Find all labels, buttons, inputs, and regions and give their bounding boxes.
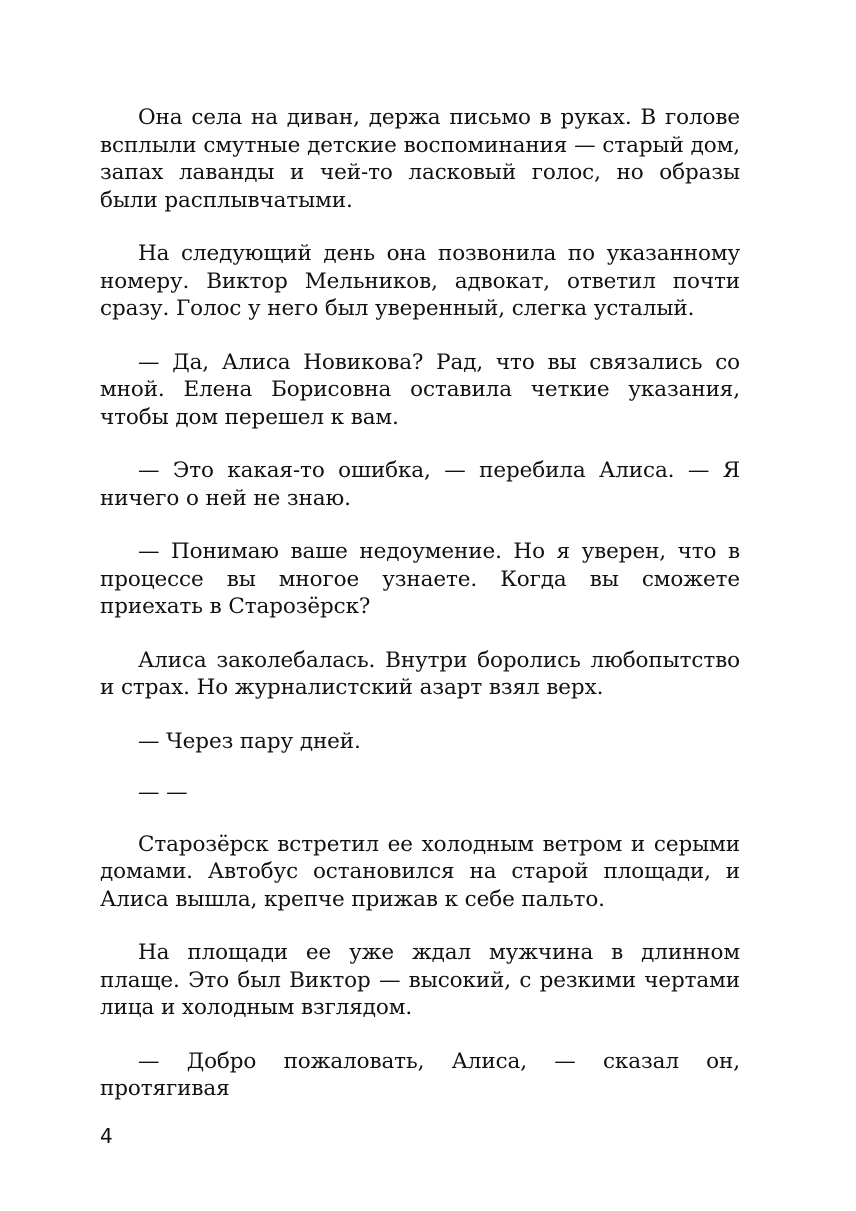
paragraph: — Понимаю ваше недоумение. Но я уверен, что в процессе вы многое узнаете. Когда вы сможете приехать в Старозёрск? <box>100 539 740 619</box>
paragraph: На следующий день она позвонила по указанному номеру. Виктор Мельников, адвокат, ответил почти сразу. Голос у него был уверенный, слегка усталый. <box>100 241 740 321</box>
paragraph: Старозёрск встретил ее холодным ветром и серыми домами. Автобус остановился на старой площади, и Алиса вышла, крепче прижав к себе пальто. <box>100 831 740 912</box>
paragraph: Алиса заколебалась. Внутри боролись любопытство и страх. Но журналистский азарт взял верх. <box>100 647 740 700</box>
paragraph: На площади ее уже ждал мужчина в длинном плаще. Это был Виктор — высокий, с резкими чертами лица и холодным взглядом. <box>100 940 740 1020</box>
scene-break: — — <box>138 780 188 805</box>
paragraph: — Это какая-то ошибка, — перебила Алиса. — Я ничего о ней не знаю. <box>100 458 740 511</box>
paragraph: — Да, Алиса Новикова? Рад, что вы связались со мной. Елена Борисовна оставила четкие указания, чтобы дом перешел к вам. <box>100 349 740 430</box>
paragraph: — Добро пожаловать, Алиса, — сказал он, протягивая <box>100 1048 740 1101</box>
paragraph: Она села на диван, держа письмо в руках. В голове всплыли смутные детские воспоминания — старый дом, запах лаванды и чей-то ласковый голос, но образы были расплывчатыми. <box>100 105 740 213</box>
page-number: 4 <box>100 1124 113 1148</box>
paragraph: — Через пару дней. <box>138 728 361 754</box>
page-body <box>100 104 740 1129</box>
